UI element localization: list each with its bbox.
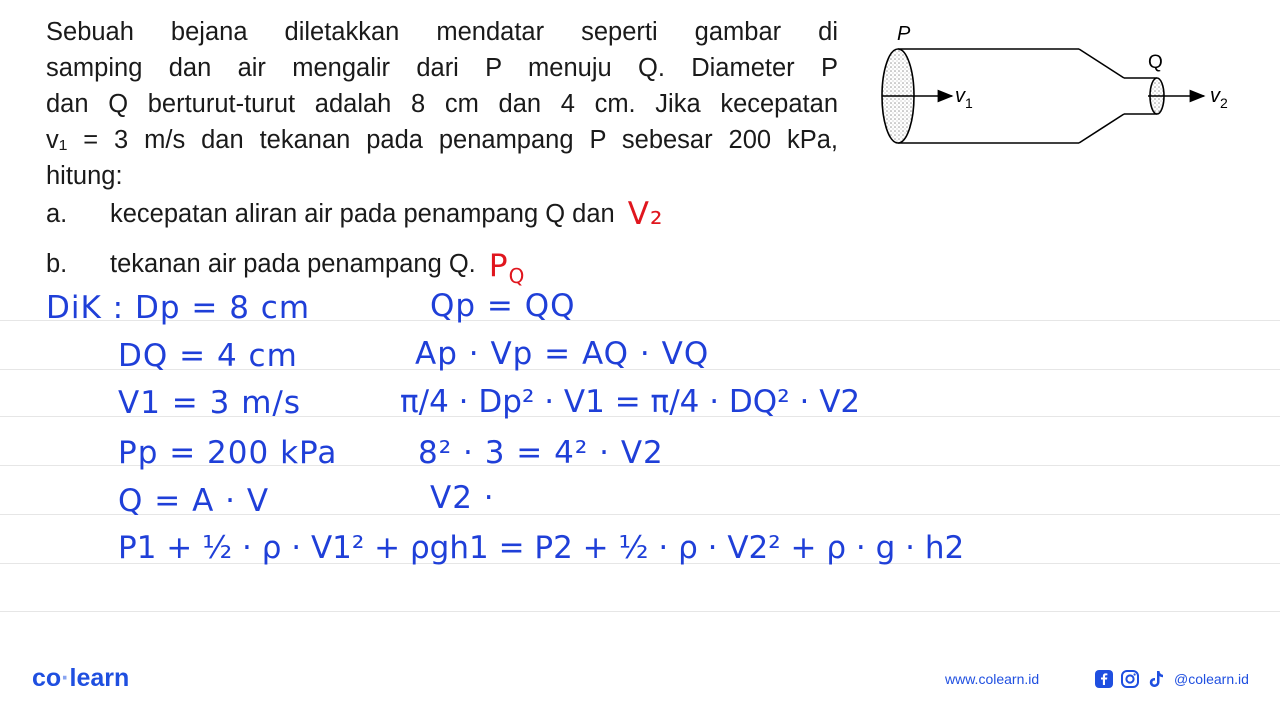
handwriting-line: P1 + ½ · ρ · V1² + ρgh1 = P2 + ½ · ρ · V2² + ρ · g · h2 bbox=[118, 530, 965, 566]
handwriting-line: Pp = 200 kPa bbox=[118, 435, 338, 471]
question-b-note: $P_Q$ bbox=[488, 248, 526, 289]
website-link[interactable]: www.colearn.id bbox=[945, 671, 1040, 687]
question-b-label: b. bbox=[46, 250, 68, 278]
label-q: Q bbox=[1148, 52, 1163, 73]
social-handle[interactable]: @colearn.id bbox=[1174, 671, 1249, 687]
problem-line: hitung: bbox=[46, 162, 123, 190]
instagram-icon[interactable] bbox=[1120, 669, 1140, 689]
question-a-text: kecepatan aliran air pada penampang Q dan bbox=[110, 200, 615, 228]
problem-line: samping dan air mengalir dari P menuju Q. Diameter P bbox=[46, 54, 838, 82]
handwriting-line: DiK : Dp = 8 cm bbox=[46, 290, 311, 326]
handwriting-line: Q = A · V bbox=[118, 483, 270, 519]
handwriting-line: V2 · bbox=[430, 480, 495, 516]
question-a-note: V₂ bbox=[627, 196, 664, 232]
handwriting-line: V1 = 3 m/s bbox=[118, 385, 301, 421]
question-b bbox=[46, 244, 526, 290]
handwriting-line: Qp = QQ bbox=[430, 288, 576, 324]
question-a-label: a. bbox=[46, 200, 68, 228]
problem-line: Sebuah bejana diletakkan mendatar seperti gambar di bbox=[46, 18, 838, 46]
tiktok-icon[interactable] bbox=[1146, 669, 1166, 689]
ruled-line bbox=[0, 611, 1280, 612]
problem-statement bbox=[46, 14, 838, 194]
problem-line: dan Q berturut-turut adalah 8 cm dan 4 cm. Jika kecepatan bbox=[46, 90, 838, 118]
label-v2: $v_2$ bbox=[1210, 85, 1228, 111]
pipe-diagram bbox=[870, 18, 1250, 158]
question-a bbox=[46, 194, 664, 232]
handwriting-line: Ap · Vp = AQ · VQ bbox=[415, 336, 710, 372]
question-b-text: tekanan air pada penampang Q. bbox=[110, 250, 476, 278]
label-v1: $v_1$ bbox=[955, 85, 973, 111]
facebook-icon[interactable] bbox=[1094, 669, 1114, 689]
handwriting-line: π/4 · Dp² · V1 = π/4 · DQ² · V2 bbox=[400, 384, 861, 420]
problem-line: v₁ = 3 m/s dan tekanan pada penampang P sebesar 200 kPa, bbox=[46, 126, 838, 154]
label-p: P bbox=[897, 23, 911, 45]
colearn-logo: co·learn bbox=[32, 664, 130, 692]
social-links bbox=[1094, 668, 1249, 690]
handwriting-line: 8² · 3 = 4² · V2 bbox=[418, 435, 664, 471]
handwriting-line: DQ = 4 cm bbox=[118, 338, 298, 374]
